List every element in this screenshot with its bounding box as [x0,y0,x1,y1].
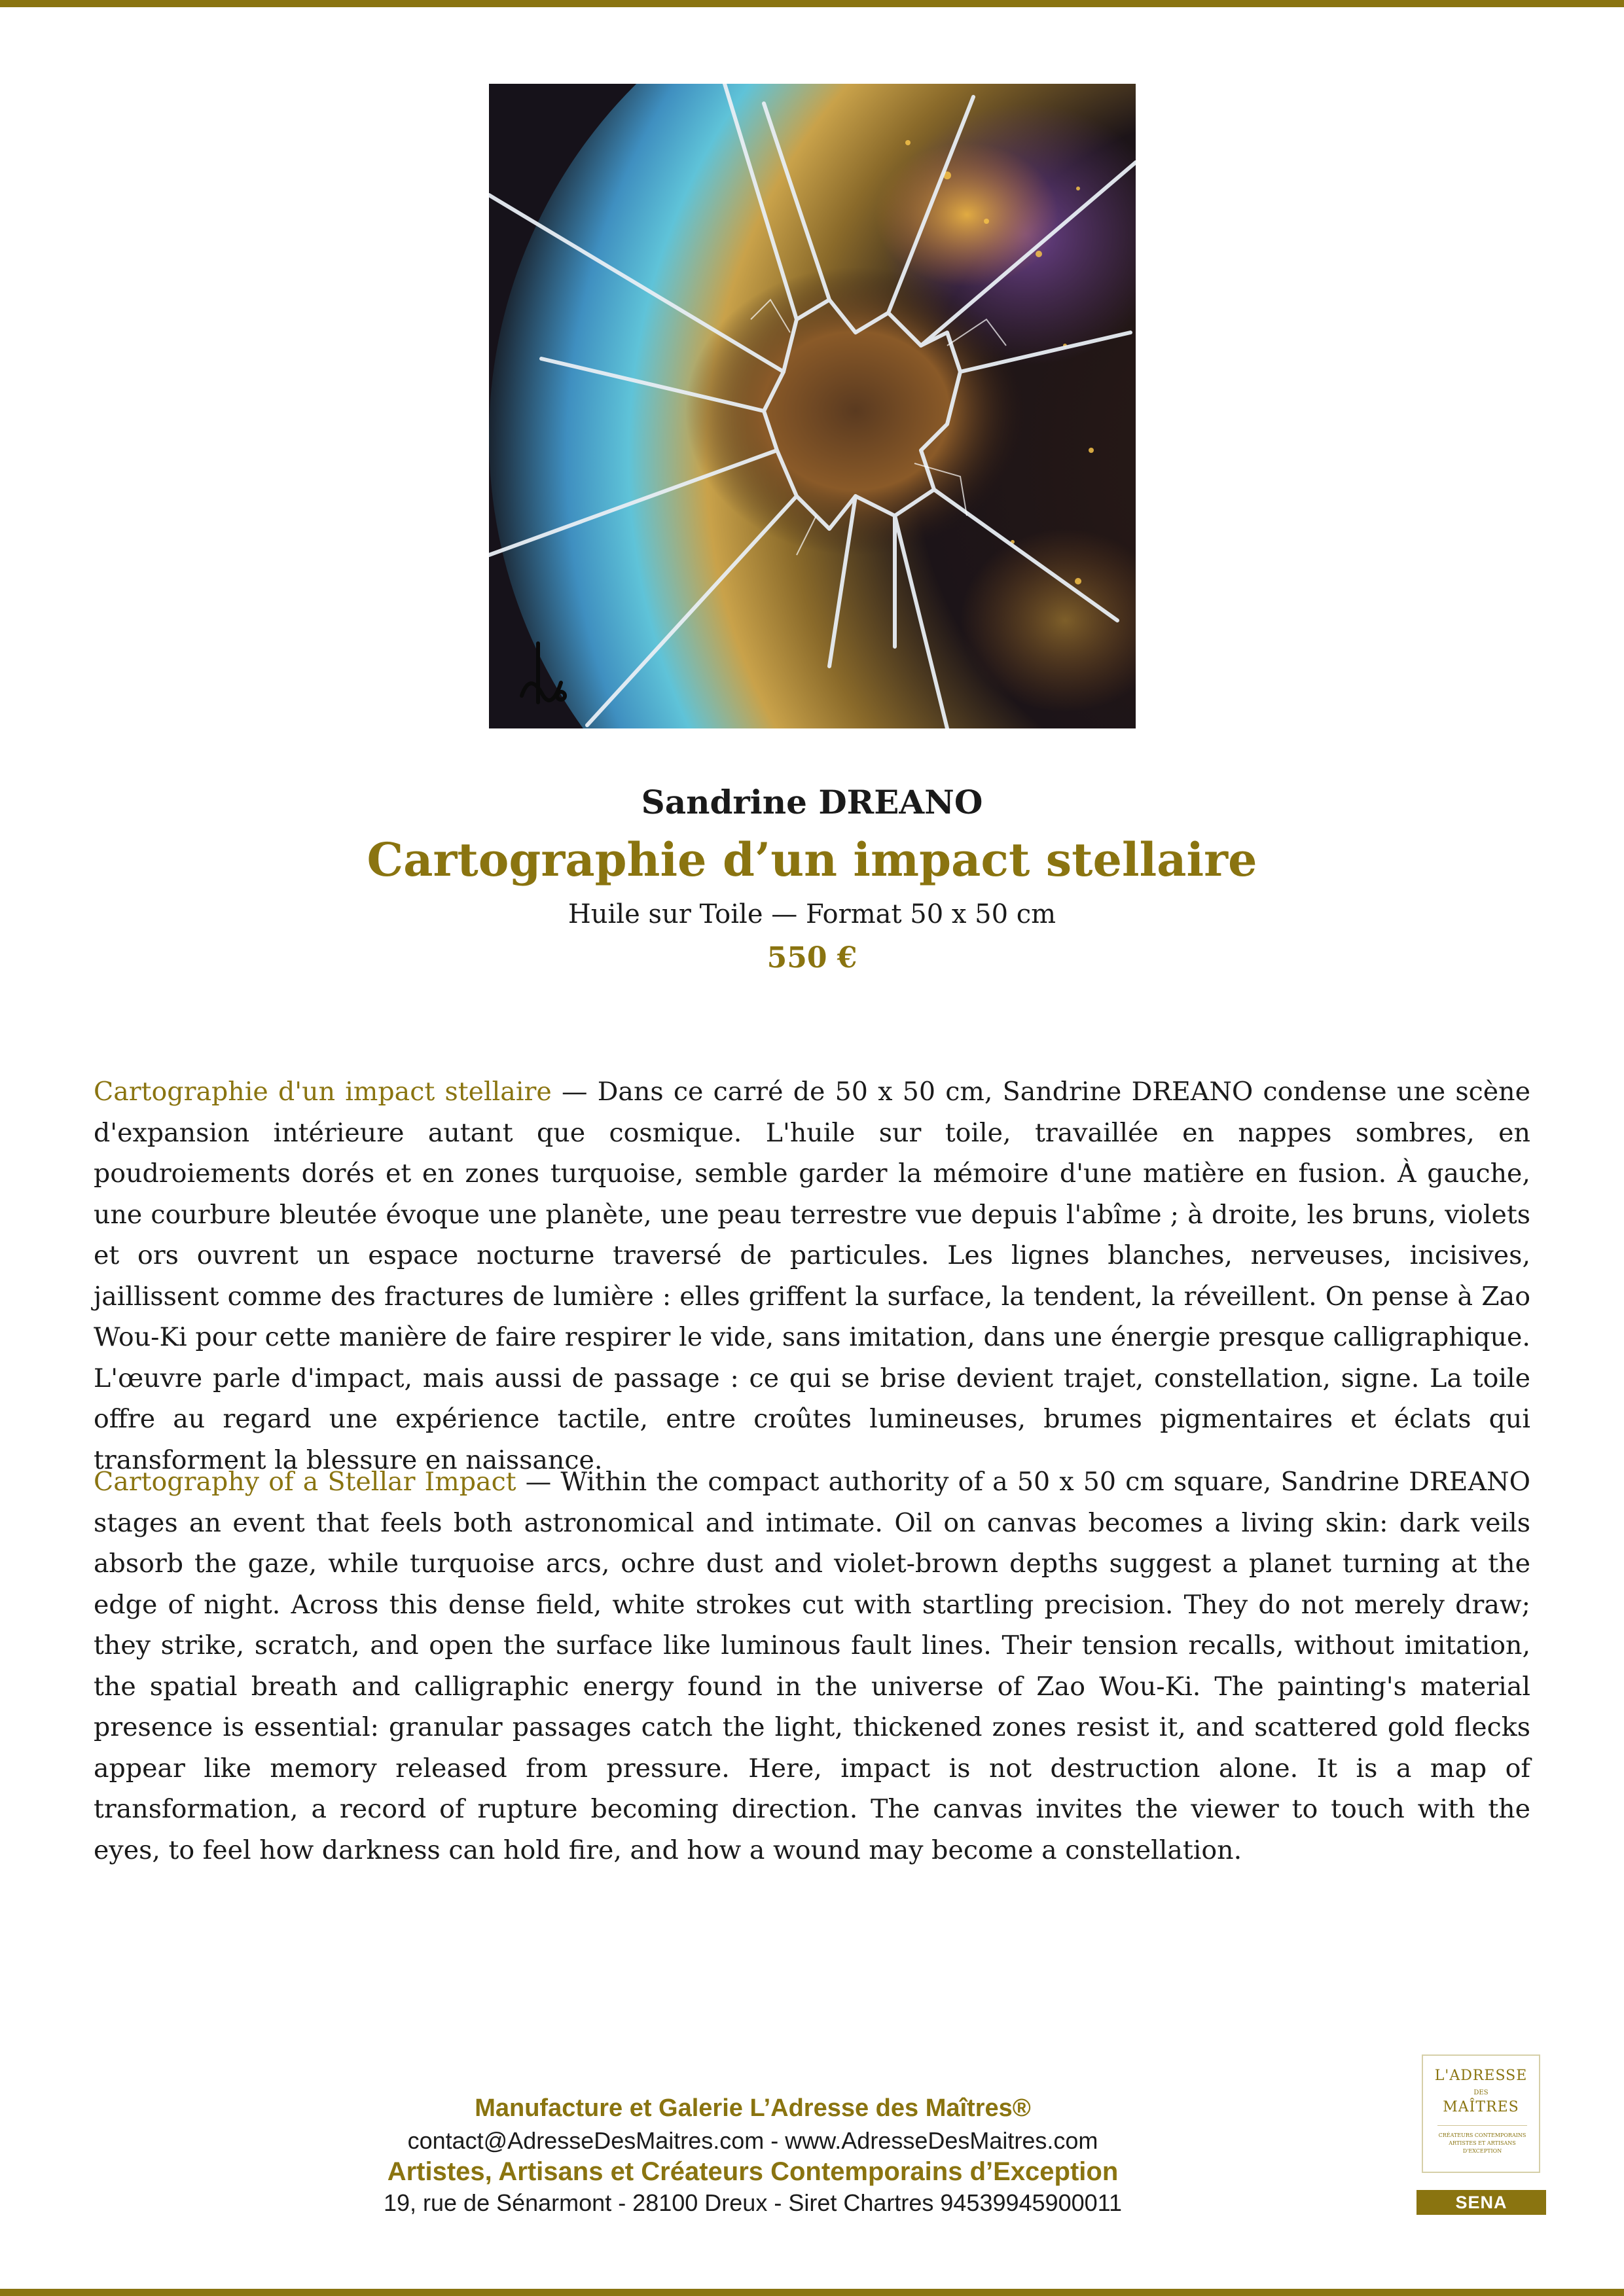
top-accent-rule [0,0,1624,7]
artwork-image [489,84,1136,728]
logo-line-2: DES [1473,2089,1489,2096]
description-french [94,1071,1530,1480]
description-french-text: — Dans ce carré de 50 x 50 cm, Sandrine DREANO condense une scène d'expansion intérieure autant que cosmique. L'huile sur toile, travaillée en nappes sombres, en poudroiements dorés et en zones turquoise, semble garder la mémoire d'une matière en fusion. À gauche, une courbure bleutée évoque une planète, une peau terrestre vue depuis l'abîme ; à droite, les bruns, violets et ors ouvrent un espace nocturne traversé de particules. Les lignes blanches, nerveuses, incisives, jaillissent comme des fractures de lumière : elles griffent la surface, la tendent, la réveillent. On pense à Zao Wou-Ki pour cette manière de faire respirer le vide, sans imitation, dans une énergie presque calligraphique. L'œuvre parle d'impact, mais aussi de passage : ce qui se brise devient trajet, constellation, signe. La toile offre au regard une expérience tactile, entre croûtes lumineuses, brumes pigmentaires et éclats qui transforment la blessure en naissance. [94,1077,1530,1475]
logo-divider [1437,2125,1527,2126]
artwork-title: Cartographie d’un impact stellaire [367,833,1257,887]
footer-address: 19, rue de Sénarmont - 28100 Dreux - Siret Chartres 94539945900011 [383,2189,1123,2216]
artwork-medium: Huile sur Toile — Format 50 x 50 cm [568,899,1056,929]
footer-tagline: Artistes, Artisans et Créateurs Contemporains d’Exception [387,2157,1119,2186]
logo-tagline: CRÉATEURS CONTEMPORAINS ARTISTES ET ARTISANS D'EXCEPTION [1438,2132,1526,2154]
footer-gallery-name: Manufacture et Galerie L’Adresse des Maîtres® [475,2094,1031,2122]
bottom-accent-rule [0,2289,1624,2296]
description-french-lead: Cartographie d'un impact stellaire [94,1077,552,1107]
logo-line-1: L'ADRESSE [1434,2068,1528,2084]
logo-line-3: MAÎTRES [1443,2099,1519,2115]
description-english-text: — Within the compact authority of a 50 x 50 cm square, Sandrine DREANO stages an event that feels both astronomical and intimate. Oil on canvas becomes a living skin: dark veils absorb the gaze, while turquoise arcs, ochre dust and violet-brown depths suggest a planet turning at the edge of night. Across this dense field, white strokes cut with startling precision. They do not merely draw; they strike, scratch, and open the surface like luminous fault lines. Their tension recalls, without imitation, the spatial breath and calligraphic energy found in the universe of Zao Wou-Ki. The painting's material presence is essential: granular passages catch the light, thickened zones resist it, and scattered gold flecks appear like memory released from pressure. Here, impact is not destruction alone. It is a map of transformation, a record of rupture becoming direction. The canvas invites the viewer to touch with the eyes, to feel how darkness can hold fire, and how a wound may become a constellation. [94,1467,1530,1865]
description-english [94,1462,1530,1871]
gallery-logo [1422,2054,1540,2173]
sena-badge: SENA [1416,2190,1546,2215]
artwork-price: 550 € [767,941,857,975]
footer-contact: contact@AdresseDesMaitres.com - www.AdresseDesMaitres.com [407,2127,1098,2154]
artist-name: Sandrine DREANO [641,783,983,821]
description-english-lead: Cartography of a Stellar Impact [94,1467,516,1497]
